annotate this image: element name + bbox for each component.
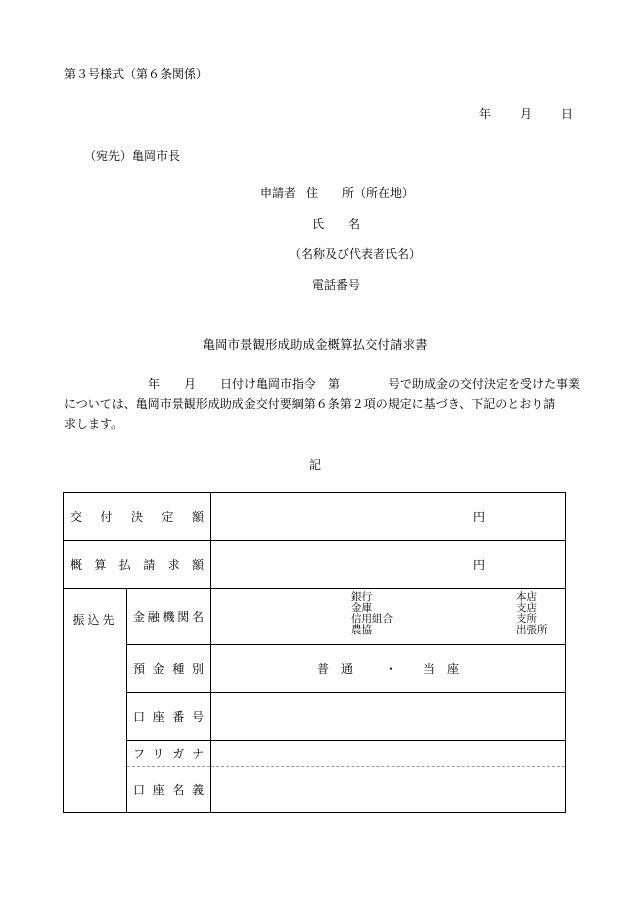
furigana-row (64, 741, 566, 767)
account-number-row (64, 693, 566, 741)
estimate-amount-yen: 円 (473, 558, 486, 572)
date-month: 月 (520, 107, 533, 121)
account-type-dot: ・ (385, 662, 398, 676)
branch-type-main: 本店 (516, 591, 538, 603)
account-type-ordinary[interactable]: 普 通 (316, 662, 353, 676)
account-type-current[interactable]: 当 座 (423, 662, 460, 676)
decision-amount-row (64, 493, 566, 541)
applicant-name-label: 氏 名 (312, 217, 361, 231)
date-row (479, 105, 573, 122)
ki-marker: 記 (308, 458, 321, 472)
applicant-label: 申請者 (260, 186, 297, 200)
estimate-amount-label: 概算払請求額 (64, 541, 211, 589)
bank-label: 金融機関名 (127, 589, 211, 645)
decision-amount-field[interactable] (211, 493, 566, 541)
bank-type-credit-union: 信用組合 (351, 613, 394, 625)
branch-types (516, 592, 548, 636)
body-line-3: 求します。 (64, 417, 124, 431)
account-number-label: 口座番号 (127, 693, 211, 741)
branch-type-branch: 支店 (516, 602, 538, 614)
bank-field[interactable] (211, 589, 566, 645)
decision-amount-yen: 円 (473, 510, 486, 524)
transfer-label-cell (64, 589, 127, 813)
applicant-phone-label: 電話番号 (312, 278, 361, 292)
addressee: （宛先）亀岡市長 (84, 149, 181, 163)
account-name-field[interactable] (211, 767, 566, 813)
furigana-field[interactable] (211, 741, 566, 767)
furigana-label: フリガナ (127, 741, 211, 767)
bank-row (64, 589, 566, 645)
date-day: 日 (561, 107, 574, 121)
date-year: 年 (479, 107, 492, 121)
body-line-2: については、亀岡市景観形成助成金交付要綱第６条第２項の規定に基づき、下記のとおり請 (64, 397, 556, 411)
body-line-1: 年 月 日付け亀岡市指令 第 号で助成金の交付決定を受けた事業 (64, 377, 581, 391)
bank-type-shinkin: 金庫 (351, 602, 373, 614)
applicant-address-row (260, 184, 414, 201)
decision-amount-label: 交付決定額 (64, 493, 211, 541)
account-type-label: 預金種別 (127, 645, 211, 693)
branch-type-office: 出張所 (516, 624, 548, 636)
account-type-field[interactable] (211, 645, 566, 693)
account-name-label: 口座名義 (127, 767, 211, 813)
body-text (64, 374, 581, 434)
applicant-address-label: 住 所（所在地） (306, 186, 415, 200)
document-title: 亀岡市景観形成助成金概算払交付請求書 (202, 337, 428, 352)
branch-type-sub: 支所 (516, 613, 538, 625)
applicant-representative-label: （名称及び代表者氏名） (289, 247, 422, 261)
request-table (63, 492, 566, 813)
account-name-row (64, 767, 566, 813)
transfer-label: 振込先 (72, 613, 118, 627)
estimate-amount-field[interactable] (211, 541, 566, 589)
estimate-amount-row (64, 541, 566, 589)
account-number-field[interactable] (211, 693, 566, 741)
account-type-row (64, 645, 566, 693)
bank-types (351, 592, 393, 636)
form-number: 第３号様式（第６条関係） (64, 67, 209, 81)
bank-type-ja: 農協 (351, 624, 373, 636)
bank-type-bank: 銀行 (351, 591, 373, 603)
